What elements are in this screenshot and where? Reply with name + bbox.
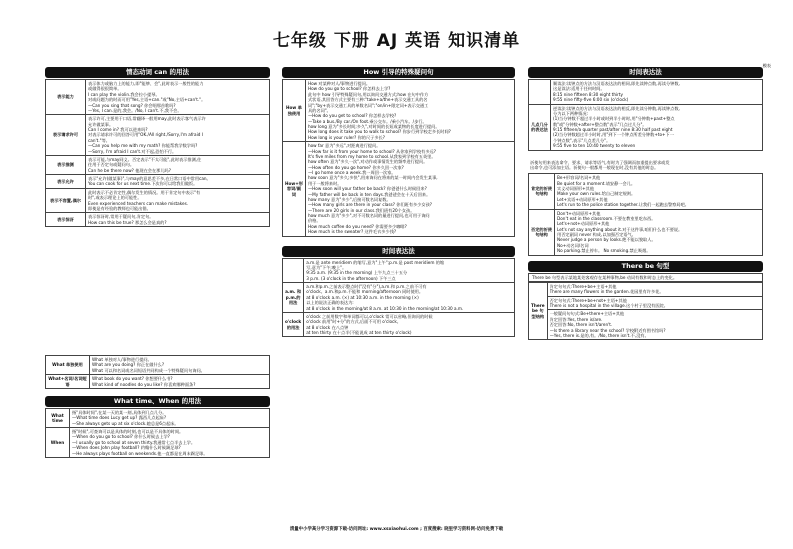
time-mid-table xyxy=(282,258,515,338)
there-be-label: There be 句型结构 xyxy=(529,282,548,339)
there-be-intro: There be 句型表示某地某处客观存在某种事物,be 动词有数和时态上的变化。 xyxy=(528,273,763,282)
text-line: Be+形容词/名词+其他 xyxy=(557,175,601,181)
when-section-title: What time、When 的用法 xyxy=(45,396,270,407)
text-line: 具的名词"。 xyxy=(307,107,331,113)
row-content xyxy=(551,80,763,105)
text-line: how much 意为"多少",对不可数名词的量进行提问,也可用于询问 xyxy=(307,213,430,218)
how-table xyxy=(282,79,515,237)
text-line: 用于一般将来时。 xyxy=(307,180,342,186)
text-line: You can cook for us next time.下次你可以给我们做饭。 xyxy=(88,181,198,187)
row-label: a.m. 和 p.m.的用法 xyxy=(283,283,304,313)
table-row xyxy=(46,80,270,115)
text-line: o'clock。a.m.和p.m.不能和 morning/afternoon 同时使用。 xyxy=(306,289,424,295)
text-line: —When does John play football? 约翰什么时候踢足球? xyxy=(72,445,181,451)
text-line: 逆读法:读钟点的方法与汉语表达法的相反,即先读分钟数,再读钟点数, xyxy=(553,105,680,111)
row-label: When xyxy=(46,428,70,458)
text-line: —Can you sing that song? 你会唱那首歌吗? xyxy=(88,102,176,108)
text-line: 数"或"分钟数+after+整点数"表示"几点过几分"。 xyxy=(553,121,647,127)
text-line: 实义动词原形+其他 xyxy=(557,186,595,191)
text-line: —How soon will your father be back? 你爸爸什么时候回来? xyxy=(307,186,427,192)
table-row xyxy=(529,282,763,296)
page-title: 七年级 下册 AJ 英语 知识清单 xyxy=(272,31,521,51)
text-line: 肯定回答:Yes, there is/are. xyxy=(549,316,603,322)
text-line: 这是读法:适用于任何时间。 xyxy=(553,86,605,92)
text-line: how long 意为"多长时间;多久",对时间的长短或某物的长度进行提问。 xyxy=(307,124,440,129)
text-line: 指"时候",可查询可以是具体的时刻,也可以是不具体的时间。 xyxy=(72,429,184,434)
text-line: Even experienced teachers can make mistakes. xyxy=(88,200,189,206)
row-content xyxy=(86,155,270,174)
row-content xyxy=(86,188,270,213)
row-label: 表示请求许可 xyxy=(46,115,86,156)
text-line: —How do you get to school? 你怎样去学校? xyxy=(307,113,397,119)
table-row xyxy=(529,209,763,255)
table-row xyxy=(46,408,270,427)
text-line: 分为以下两种情况: xyxy=(553,110,588,116)
row-content xyxy=(86,115,270,156)
row-label: 表示惊讶 xyxy=(46,213,86,227)
row-content xyxy=(304,283,515,313)
text-line: —How often do you go home? 你多久回一次家? xyxy=(307,164,404,170)
time-right-title: 时间表达法 xyxy=(528,67,763,78)
text-line: No parking.禁止停车。 No smoking.禁止吸烟。 xyxy=(557,248,651,254)
text-line: Can I come in? 我可以进来吗? xyxy=(88,127,148,132)
imperative-intro xyxy=(528,159,763,172)
text-line: How long does it take you to walk to school? 你步行到学校走多长时间? xyxy=(307,129,451,135)
text-line: —My father will be back in ten days.我爸爸会在十天后回来。 xyxy=(307,191,431,197)
left-column xyxy=(45,66,270,227)
row-content xyxy=(547,296,762,310)
row-label: o'clock 的用法 xyxy=(283,312,304,337)
table-row xyxy=(283,142,515,236)
row-label: 表示允许 xyxy=(46,175,86,189)
text-line: What 可以和名词或名词短语共同构成一个特殊疑问句询问。 xyxy=(92,367,205,373)
text-line: at 8 o'clock a.m. (×) at 10:30 a.m. in the morning (×) xyxy=(306,294,419,300)
text-line: 指"具体时间",在某一天的某一刻,具体到几点几分。 xyxy=(72,409,167,415)
text-line: How 对某种对人/事物进行提问。 xyxy=(307,81,371,86)
there-be-table xyxy=(528,282,763,340)
text-line: Let's not say anything about it.对于这件事,咱们什么也不要说。 xyxy=(557,226,683,232)
text-line: 表示体力或脑力上的能力,即"能够、会",此时表示一般性的能力 xyxy=(88,81,204,86)
text-line: I can play the violin.我会拉小提琴。 xyxy=(88,91,160,97)
row-label: 表示推测 xyxy=(46,155,86,174)
row-label: 表示不容置,偶尔 xyxy=(46,188,86,213)
text-line: can't."等。 xyxy=(88,137,110,143)
text-line: (1)当分钟数不超过半小时或时到半小时时,用"分钟数+past+整点 xyxy=(553,116,675,122)
text-line: 9:55 five to ten 10:40 twenty to eleven xyxy=(553,143,636,149)
text-line: 表示可能,与may同义。否定表示"不太可能",此时表示推测,往 xyxy=(88,156,202,162)
text-line: at ten thirty 在十点半(不能说成 at ten thirty o'clock) xyxy=(306,330,412,335)
text-line: 9:55 nine fifty-five 6:00 six (o'clock) xyxy=(553,97,629,103)
text-line: —Yes, there is.是的,有。/No, there isn't.不,没有。 xyxy=(549,332,649,338)
row-content xyxy=(70,408,270,427)
text-line: how soon 意为"多久;多快",用来询问在将来的某一时间内会发生某事, xyxy=(307,175,438,181)
text-line: 写,意为"下午;晚上"。 xyxy=(306,264,347,270)
text-line: 对表示请求许可的回答可用"OK./All right./Sorry,I'm afraid I xyxy=(88,132,203,138)
can-section-title: 情态动词 can 的用法 xyxy=(45,67,270,78)
text-line: 即使是有经验的教师也可能出错。 xyxy=(88,205,151,211)
text-line: —She always gets up at six o'clock.她总是6点起床。 xyxy=(72,420,179,426)
text-line: how many 意为"多少",后接可数名词复数。 xyxy=(307,196,391,202)
text-line: Be quiet for a moment.请安静一会儿。 xyxy=(557,180,636,186)
when-table xyxy=(45,408,270,458)
text-line: There are many flowers in the garden.花园里有许多花。 xyxy=(549,289,664,295)
imperative-pos-lines xyxy=(555,174,763,209)
text-line: 个钟点数",表示"几点差几分"。 xyxy=(553,137,611,143)
text-line: 顺读法:读钟点的方法与汉语表达法的相同,即先读钟点数,再读分钟数, xyxy=(553,81,680,86)
right-column xyxy=(528,66,763,340)
text-line: 价格。 xyxy=(307,218,321,224)
corner-tag: 模表 xyxy=(762,63,771,68)
text-line: —Sorry, I'm afraid I can't.对不起,恐怕不行。 xyxy=(88,148,177,154)
text-line: —Yes, I can.是的,我会。/No, I can't.不,我不会。 xyxy=(88,107,182,113)
text-line: —What time does Lucy get up? 露西几点起床? xyxy=(72,415,167,421)
text-line: 9:15 fifteen/a quarter past/after nine 8:30 half past eight xyxy=(553,127,673,132)
text-line: It's five miles from my home to school.从我家到学校有五英里。 xyxy=(307,153,436,159)
text-line: 祈使句用来表达命令、要求、请求等语气,有时为了强调而加重提出要求或发 xyxy=(530,159,670,165)
row-content xyxy=(551,104,763,150)
text-line: 式状语,其回答方式主要有三种:"take+a/the+表示交通工具的名 xyxy=(307,97,428,103)
how-phrase-label: How+形容词/副词 xyxy=(283,142,306,236)
text-line: 往用于否定句或疑问句。 xyxy=(88,162,135,168)
table-row xyxy=(529,174,763,209)
table-row xyxy=(46,375,270,389)
table-row xyxy=(46,428,270,458)
row-content xyxy=(86,175,270,189)
text-line: What 单独对人/事物进行提问。 xyxy=(92,357,152,362)
table-row xyxy=(46,175,270,189)
middle-column xyxy=(282,66,515,337)
time-right-table xyxy=(528,79,763,151)
text-line: Let's+not+动词原形+其他 xyxy=(557,221,610,227)
can-table xyxy=(45,79,270,227)
row-label: What 单独使用 xyxy=(46,356,90,375)
text-line: What kind of noodles do you like? 你喜欢哪种面条? xyxy=(92,381,196,387)
text-line: how often 意为"多久一次",对动作或事情发生的频率进行提问。 xyxy=(307,159,428,165)
imperative-table xyxy=(528,173,763,255)
text-line: 表示惊讶时,常用于疑问句,肯定句。 xyxy=(88,214,154,220)
text-line: —I usually go to school at seven thirty.我通常七点半去上学。 xyxy=(72,439,196,445)
there-be-title: There be 句型 xyxy=(528,261,763,272)
text-line: 肯定句句式:There+be+主语+其他 xyxy=(549,283,617,289)
text-line: 或做得很很简单。 xyxy=(88,86,122,92)
row-label: 表示能力 xyxy=(46,80,86,115)
row-label: What+名词/名词短语 xyxy=(46,375,90,389)
text-line: —Can you help me with my math? 你能帮我学数学吗? xyxy=(88,143,198,149)
table-row xyxy=(529,310,763,340)
text-line: 表示"允许(做某事)",与may的意思差不多,在日常口语中常用can。 xyxy=(88,176,211,181)
text-line: Can he be there now? 他现在会在那儿吗? xyxy=(88,167,171,173)
text-line: 时",或表示理论上的可能性。 xyxy=(88,195,142,201)
row-content xyxy=(304,312,515,337)
table-row xyxy=(283,80,515,142)
text-line: Don't+动词原形+其他 xyxy=(557,210,601,216)
row-content xyxy=(86,213,270,227)
time-mid-title: 时间表达法 xyxy=(282,246,515,257)
table-row xyxy=(46,155,270,174)
text-line: —When do you go to school? 你什么时候去上学? xyxy=(72,434,170,440)
table-row xyxy=(46,213,270,227)
text-line: 3 p.m. (3 o'clock in the afternoon) 下午三点 xyxy=(306,275,396,281)
text-line: o'clock 之前用数字和单词都可以,o'clock 常可以省略,但询问的时候 xyxy=(306,313,433,319)
table-row xyxy=(46,188,270,213)
row-content xyxy=(70,428,270,458)
imperative-neg-label: 否定的祈使句结构 xyxy=(529,209,555,255)
text-line: How can this be true? 那怎么会是真的? xyxy=(88,219,167,225)
text-line: How do you go to school? 你怎样去上学? xyxy=(307,86,391,92)
text-line: 以上的说法正确的表达为: xyxy=(306,300,354,306)
table-row xyxy=(283,283,515,313)
text-line: How much is the sweater? 这件毛衣多少钱? xyxy=(307,229,397,235)
text-line: 一般疑问句句式:Be+there+主语+其他 xyxy=(549,311,625,317)
text-line: How much coffee do you need? 你需要多少咖啡? xyxy=(307,223,407,229)
text-line: 对或问题为的时而可用"Yes,主语+can."或"No,主语+can't."。 xyxy=(88,97,206,103)
text-line: —Take a bus./By car./On foot.乘公交车。/乘小汽车。/步行。 xyxy=(307,118,427,124)
text-line: Make your own rules.给自己制定规则。 xyxy=(557,191,636,197)
text-line: —How many girls are there in your class? 你们班有多少女孩? xyxy=(307,202,433,208)
text-line: 允许做某事。 xyxy=(88,121,114,127)
row-content xyxy=(547,282,762,296)
row-content xyxy=(304,258,515,283)
table-row xyxy=(529,104,763,150)
row-content xyxy=(86,80,270,115)
table-row xyxy=(283,312,515,337)
text-line: (2)当分钟数超过半小时时,用"到下一个钟点所差分钟数+to+下一 xyxy=(553,132,674,138)
text-line: —How far is it from your home to school? 从你家到学校有多远? xyxy=(307,148,436,154)
question-words-block xyxy=(45,355,270,458)
text-line: —I go home once a week.我一周回一次家。 xyxy=(307,170,396,175)
how-lines xyxy=(305,80,514,142)
text-line: 表示许可,主要用于口语,常翻译一般用may,此时表示客气表示许 xyxy=(88,116,206,122)
text-line: o'clock 前用"时+分"的方式,后面不可用 o'clock。 xyxy=(306,319,401,325)
text-line: 出命令,也可添加主语。祈使句一般都用一般现在时,没有其他的时态。 xyxy=(530,164,659,170)
text-line: Don't eat in the classroom.不要在教室里吃东西。 xyxy=(557,215,656,221)
text-line: Let's run to the police station together.让我们一起跑去警察局吧。 xyxy=(557,202,689,208)
text-line: a.m.和p.m.之前表示整点时("没有"分"),a.m.和 p.m.之前不可有 xyxy=(306,284,427,289)
text-line: at 8 o'clock in the morning/at 8 a.m. at 10:30 in the morning/at 10:30 a.m. xyxy=(306,305,464,311)
table-row xyxy=(283,258,515,283)
text-line: 否定句句式:There+be+not+主语+其他 xyxy=(549,297,627,303)
footer-text: 清量中小学高分学习资源下载-访问网址: www.xsxiaohui.com ; 百度搜索: 晓里学习资料网-访问免费下载 xyxy=(289,527,504,532)
row-label: What time xyxy=(46,408,70,427)
row-label xyxy=(529,80,551,105)
table-row xyxy=(46,356,270,375)
text-line: 用否定副词 never 构成,以加强否定语气。 xyxy=(557,232,636,237)
text-line: No+动名词/名词 xyxy=(557,242,589,248)
text-line: —He always plays football on weekends.他一直都是在周末踢足球。 xyxy=(72,450,208,456)
text-line: —Is there a library near the school? 学校附近有图书馆吗? xyxy=(549,327,666,333)
table-row xyxy=(529,296,763,310)
text-line: at 8 o'clock 在八点钟 xyxy=(306,324,349,330)
text-line: —There are 20 girls in our class.我们班有20个女孩。 xyxy=(307,207,415,213)
text-line: Never judge a person by looks.绝不能以貌取人。 xyxy=(557,237,656,243)
text-line: 此句中 how 引导特殊疑问句,用以询问交通方式;how 在句中作方 xyxy=(307,91,429,97)
text-line: 9:35 a.m. (9:35 in the morning) 上午九点三十五分 xyxy=(306,270,408,276)
imperative-neg-lines xyxy=(555,209,763,255)
text-line: a.m.是 ante meridiem 的缩写,意为"上午";p.m.是 post meridiem 的缩 xyxy=(306,259,445,265)
row-content xyxy=(90,375,270,389)
text-line: There is not a hospital in the village.这个村子里没有医院。 xyxy=(549,303,668,308)
text-line: How long is your ruler? 你的尺子多长? xyxy=(307,134,385,140)
row-content xyxy=(90,356,270,375)
text-line: Let+宾语+动词原形+其他 xyxy=(557,196,608,202)
how-section-title: How 引导的特殊疑问句 xyxy=(282,67,515,78)
row-label xyxy=(283,258,304,283)
how-label: How 单独使用 xyxy=(283,80,306,142)
text-line: 此时表示不必肯定性,偶尔发生的情况。用于肯定句中表示"有 xyxy=(88,189,201,195)
imperative-pos-label: 肯定的祈使句结构 xyxy=(529,174,555,209)
row-label: 几点几分的表达法 xyxy=(529,104,551,150)
table-row xyxy=(529,80,763,105)
text-line: What book do you want? 你想要什么书? xyxy=(92,376,173,382)
text-line: 词";"by+表示交通工具的单数名词";"on/in+限定词+表示交通工 xyxy=(307,102,429,108)
text-line: 否定回答:No, there isn't/aren't. xyxy=(549,322,613,328)
question-words-table xyxy=(45,355,270,389)
text-line: 8:15 nine fifteen 8:30 eight thirty xyxy=(553,91,623,97)
how-phrase-lines xyxy=(305,142,514,236)
text-line: What are you doing? 你正在做什么? xyxy=(92,362,165,368)
row-content xyxy=(547,310,762,340)
text-line: how far 意为"多远",对距离进行提问。 xyxy=(307,143,381,149)
table-row xyxy=(46,115,270,156)
